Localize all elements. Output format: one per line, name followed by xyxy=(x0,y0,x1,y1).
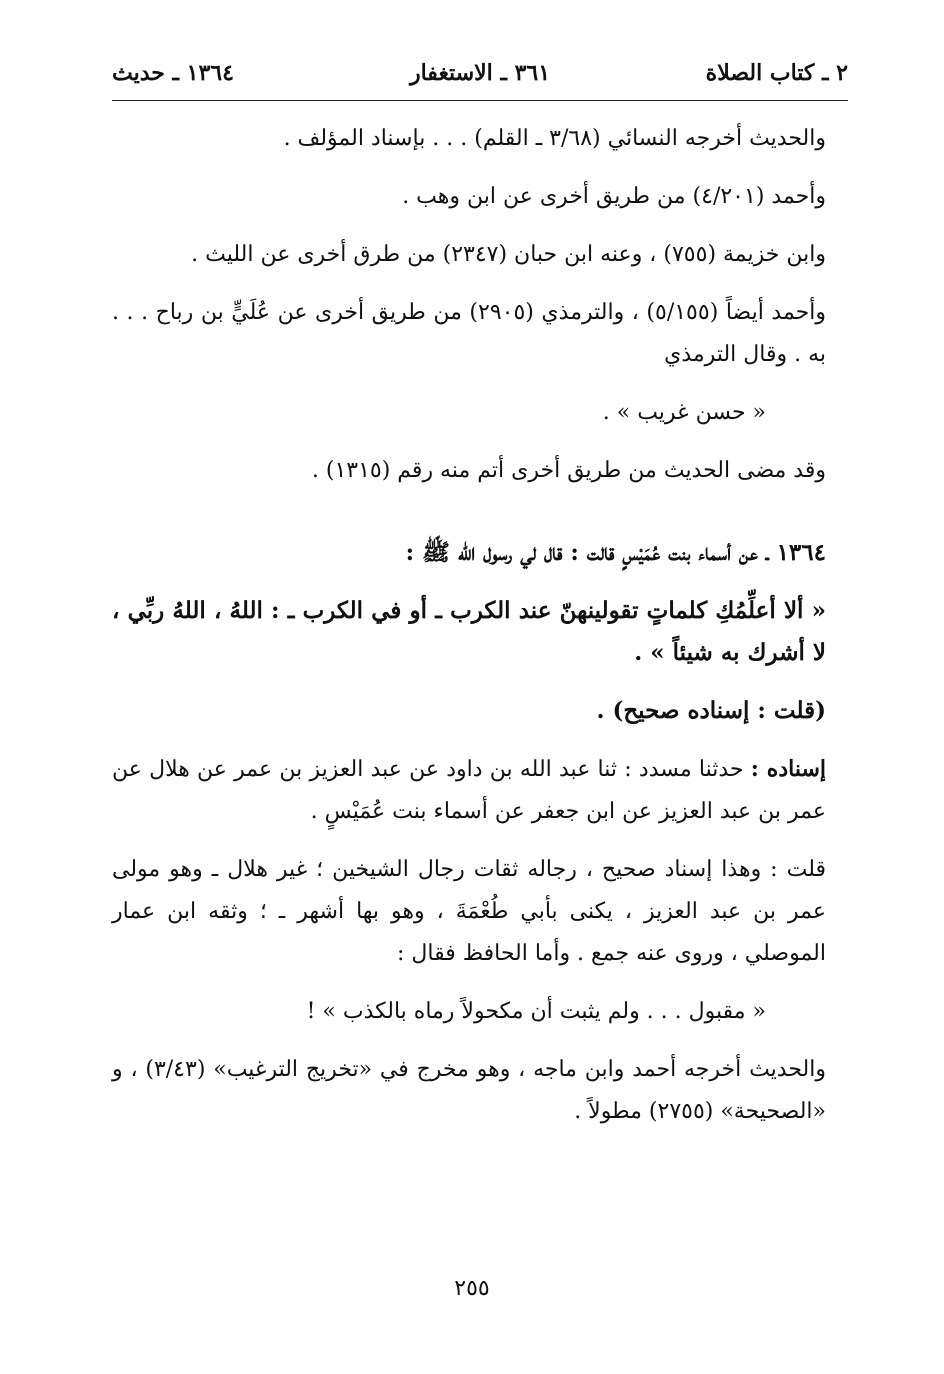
page-number: ٢٥٥ xyxy=(454,1276,490,1301)
header-hadith-number: ١٣٦٤ ـ حديث xyxy=(112,60,234,86)
paragraph-nasai: والحديث أخرجه النسائي (٣/٦٨ ـ القلم) . . . بإسناد المؤلف . xyxy=(283,126,826,151)
hafiz-quote: « مقبول . . . ولم يثبت أن مكحولاً رماه بالكذب » ! xyxy=(306,999,766,1024)
paragraph-cross-reference: وقد مضى الحديث من طريق أخرى أتم منه رقم (١٣١٥) . xyxy=(311,458,826,483)
paragraph-ahmad: وأحمد (٤/٢٠١) من طريق أخرى عن ابن وهب . xyxy=(402,184,826,209)
header-rule xyxy=(112,100,848,101)
running-header xyxy=(112,60,848,94)
hadith-intro: ١٣٦٤ ـ عن أسماء بنت عُمَيْسٍ قالت : قال لي رسول الله ﷺ : xyxy=(405,539,826,566)
paragraph-ibn-khuzayma: وابن خزيمة (٧٥٥) ، وعنه ابن حبان (٢٣٤٧) من طرق أخرى عن الليث . xyxy=(191,242,826,267)
isnad-label: إسناده : xyxy=(750,756,826,782)
hadith-text: « ألا أعلِّمُكِ كلماتٍ تقولينهنّ عند الكرب ـ أو في الكرب ـ : اللهُ ، اللهُ ربِّي ، لا أشرك به شيئاً » . xyxy=(112,597,826,666)
page-body xyxy=(112,118,826,1149)
isnad-text: حدثنا مسدد : ثنا عبد الله بن داود عن عبد العزيز بن عمر عن هلال عن عمر بن عبد العزيز عن ابن جعفر عن أسماء بنت عُمَيْسٍ . xyxy=(112,757,826,824)
header-section: ٣٦١ ـ الاستغفار xyxy=(409,60,551,86)
takhrij-paragraph: والحديث أخرجه أحمد وابن ماجه ، وهو مخرج في «تخريج الترغيب» (٣/٤٣) ، و «الصحيحة» (٢٧٥٥) مطولاً . xyxy=(112,1057,826,1124)
header-chapter: ٢ ـ كتاب الصلاة xyxy=(705,60,848,86)
comment-paragraph: قلت : وهذا إسناد صحيح ، رجاله ثقات رجال الشيخين ؛ غير هلال ـ وهو مولى عمر بن عبد العزيز ، يكنى بأبي طُعْمَةَ ، وهو بها أشهر ـ ؛ وثقه ابن عمار الموصلي ، وروى عنه جمع . وأما الحافظ فقال : xyxy=(112,857,826,966)
section-gap xyxy=(112,508,826,532)
tirmidhi-quote: « حسن غريب » . xyxy=(602,400,766,425)
isnad-paragraph xyxy=(112,748,826,833)
hadith-verdict: (قلت : إسناده صحيح) . xyxy=(596,697,826,724)
paragraph-ahmad-tirmidhi: وأحمد أيضاً (٥/١٥٥) ، والترمذي (٢٩٠٥) من طريق أخرى عن عُلَيٍّ بن رباح . . . به . وقال الترمذي xyxy=(112,300,827,367)
